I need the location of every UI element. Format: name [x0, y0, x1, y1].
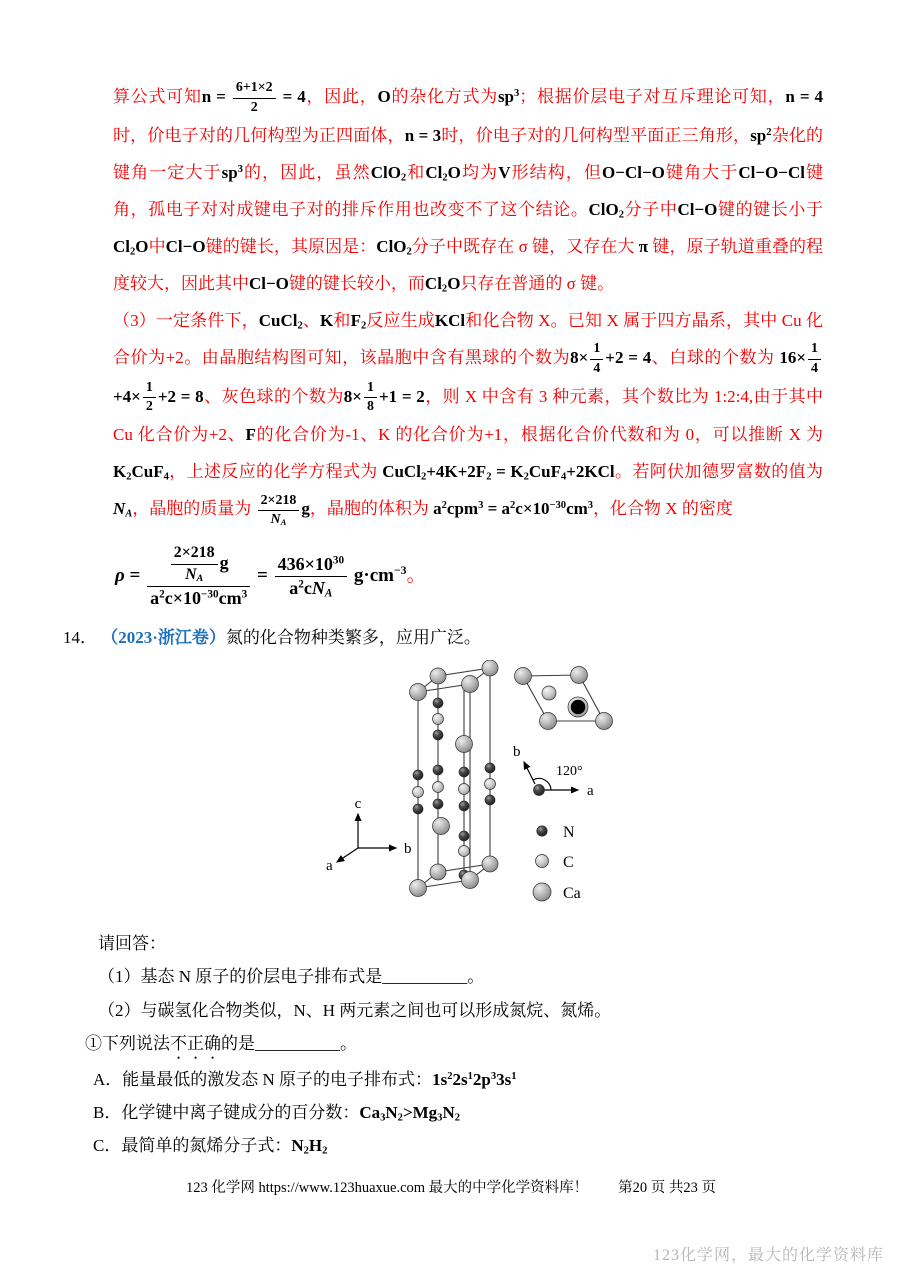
top-view	[515, 667, 613, 730]
n-sphere	[459, 801, 469, 811]
n-sphere	[485, 763, 495, 773]
ca-sphere	[430, 668, 446, 684]
document-content	[63, 78, 823, 1162]
solution-paragraph-part3: （3）一定条件下，CuCl$_2$、K和$F_2$反应生成KCl和化合物 X。已知 X 属于四方晶系，其中 Cu 化合价为+2。由晶胞结构图可知，该晶胞中含有黑球的个数为8× $\frac{1}{4}$ +2 = 4、白球的个数为 16× $\frac{1}{4}$ +4× $\frac{1}{2}$ +2 = 8、灰色球的个数为8× $\frac{1}{8}$ +1 = 2，则 X 中含有 3 种元素，其个数比为 1:2:4,由于其中 Cu 化合价为+2、F的化合价为-1、K 的化合价为+1，根据化合价代数和为 0，可以推断 X 为$K_2CuF_4$，上述反应的化学方程式为 $CuCl_2+4K+2F_2 = K_2CuF_4+2KCl$。若阿伏加德罗富数的值为$N_A$，晶胞的质量为 $\frac{2\times 218}{N_A}$ g，晶胞的体积为 $a^2cpm^3 = a^2c\times 10^{-30}cm^3$，化合物 X 的密度	[113, 310, 824, 528]
ca-sphere	[433, 818, 450, 835]
footer-site-info: 123 化学网 https://www.123huaxue.com 最大的中学化学资料库！	[185, 1180, 589, 1196]
crystal-structure-svg	[320, 660, 650, 918]
legend-ca-label: Ca	[563, 885, 581, 903]
n-sphere	[433, 799, 443, 809]
black-atom	[571, 700, 586, 715]
question-2-sub1: ①下列说法不正确的是__________。	[85, 1033, 357, 1053]
angle-diagram	[513, 744, 594, 799]
legend-n-label: N	[563, 824, 575, 842]
ca-sphere	[482, 660, 498, 676]
legend-ca-swatch	[533, 883, 551, 901]
legend-c-swatch	[536, 855, 549, 868]
axis-triad	[326, 796, 412, 874]
figure-legend	[533, 824, 581, 902]
ca-sphere	[462, 872, 479, 889]
ca-sphere	[430, 864, 446, 880]
ca-sphere	[456, 736, 473, 753]
ca-sphere	[596, 713, 613, 730]
c-sphere	[413, 787, 424, 798]
n-sphere	[534, 785, 545, 796]
n-sphere	[433, 765, 443, 775]
axis-label-c: c	[354, 796, 362, 813]
angle-label: 120°	[556, 764, 583, 780]
ca-sphere	[410, 684, 427, 701]
unit-cell	[418, 668, 490, 888]
n-sphere	[433, 698, 443, 708]
ca-sphere	[540, 713, 557, 730]
ca-sphere	[410, 880, 427, 897]
ca-sphere	[462, 676, 479, 693]
question-14-stem: 14． （2023·浙江卷）氮的化合物种类繁多，应用广泛。	[63, 627, 481, 647]
c-sphere	[459, 784, 470, 795]
top-axis-label-a: a	[587, 783, 594, 800]
question-2: （2）与碳氢化合物类似，N、H 两元素之间也可以形成氮烷、氮烯。	[98, 1000, 612, 1020]
crystal-structure-figure	[320, 660, 823, 923]
axis-label-b: b	[404, 841, 412, 858]
c-sphere	[459, 846, 470, 857]
unit-cell-atoms	[410, 660, 499, 897]
option-b: B．化学键中离子键成分的百分数：$Ca_3N_2>Mg_3N_2$	[93, 1102, 460, 1124]
solution-paragraph-hybridization: 算公式可知n = $\frac{6+1\times 2}{2}$ = 4，因此，O的杂化方式为$sp^3$；根据价层电子对互斥理论可知，n = 4时，价电子对的几何构型为正四面体，n = 3时，价电子对的几何构型平面正三角形，$sp^2$杂化的键角一定大于$sp^3$的，因此，虽然ClO$_2$和$Cl_2O$均为V形结构，但O−Cl−O键角大于Cl−O−Cl键角，孤电子对对成键电子对的排斥作用也改变不了这个结论。ClO$_2$分子中Cl−O键的键长小于$Cl_2O$中Cl−O键的键长，其原因是：ClO$_2$分子中既存在 σ 键，又存在大 π 键，原子轨道重叠的程度较大，因此其中Cl−O键的键长较小，而$Cl_2O$只存在普通的 σ 键。	[113, 80, 824, 295]
density-equation: ρ = $\frac{2\times 218}{N_A}$ g $a^2c\times 10^{-30}cm^3$ = $\frac{436\times 10^{30}}{a^2cN_A}$ $g\cdot cm^{-3}$。	[115, 544, 426, 608]
watermark-text: 123化学网，最大的化学资料库	[652, 1247, 884, 1264]
n-sphere	[413, 804, 423, 814]
ca-sphere	[482, 856, 498, 872]
n-sphere	[459, 831, 469, 841]
ca-sphere	[515, 668, 532, 685]
n-sphere	[413, 770, 423, 780]
footer-page-info: 第20 页 共23 页	[618, 1180, 717, 1196]
page-footer	[0, 1176, 902, 1197]
legend-c-label: C	[563, 854, 574, 872]
answer-prompt: 请回答：	[98, 934, 166, 954]
n-sphere	[433, 730, 443, 740]
axis-label-a: a	[326, 858, 333, 875]
option-c: C．最简单的氮烯分子式：$N_2H_2$	[93, 1135, 328, 1157]
legend-n-swatch	[537, 826, 547, 836]
question-1: （1）基态 N 原子的价层电子排布式是__________。	[98, 967, 485, 987]
c-sphere	[485, 779, 496, 790]
c-sphere	[433, 714, 444, 725]
top-axis-label-b: b	[513, 744, 521, 761]
c-sphere	[542, 686, 556, 700]
ca-sphere	[571, 667, 588, 684]
n-sphere	[485, 795, 495, 805]
option-a: A．能量最低的激发态 N 原子的电子排布式：$1s^22s^12p^33s^1$	[93, 1069, 517, 1089]
n-sphere	[459, 767, 469, 777]
c-sphere	[433, 782, 444, 793]
